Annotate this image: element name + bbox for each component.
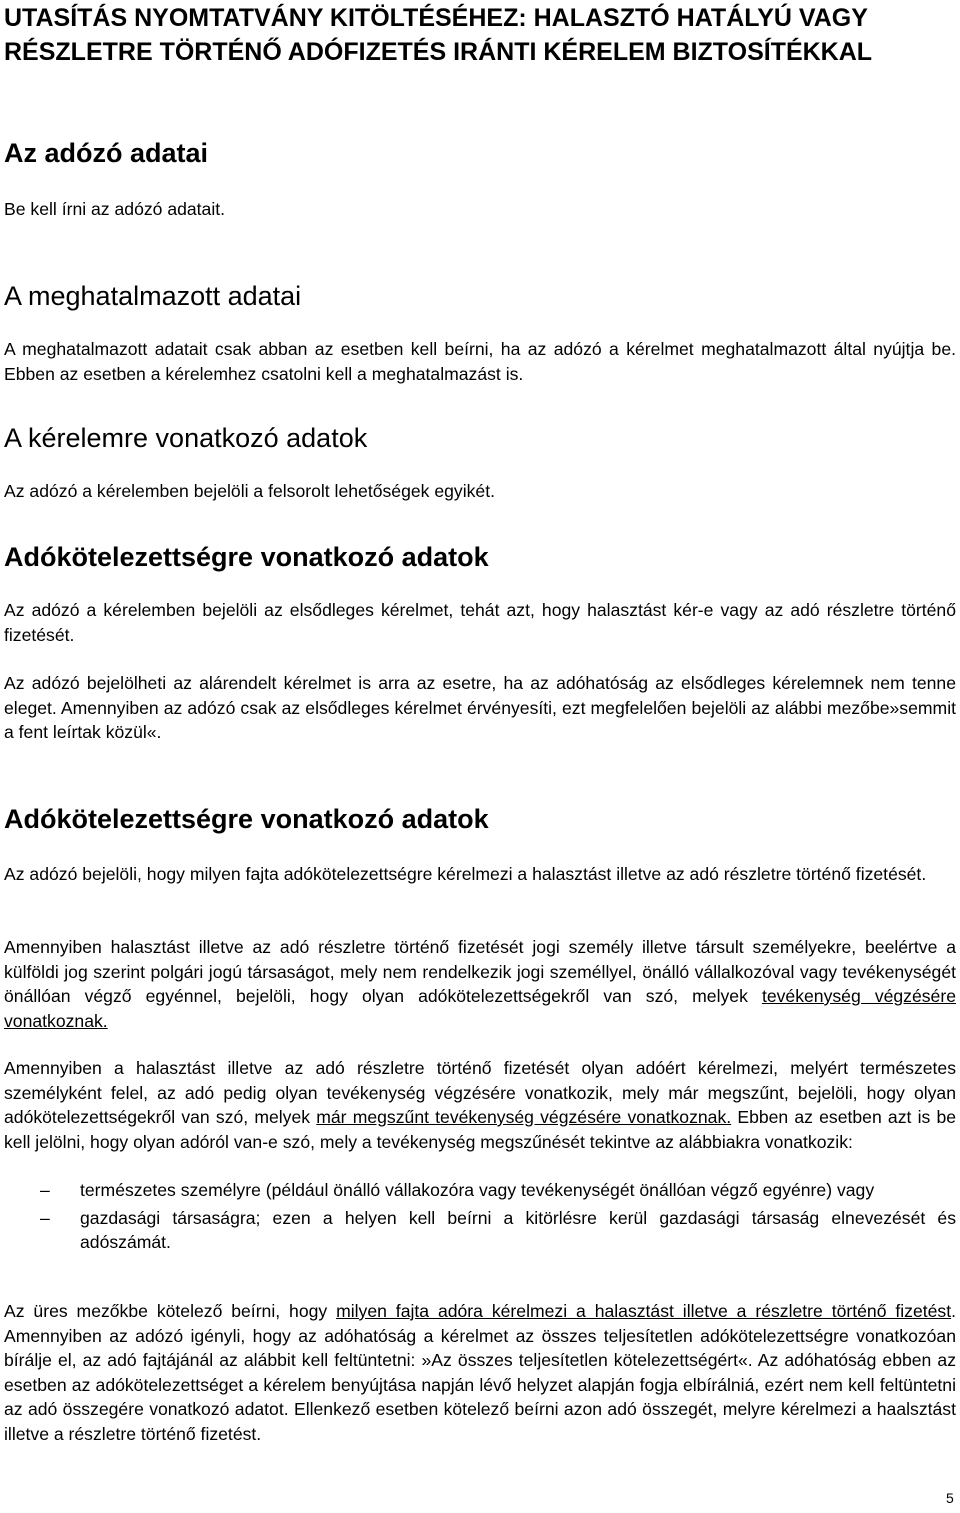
request-data-text: Az adózó a kérelemben bejelöli a felsorolt lehetőségek egyikét. [4, 481, 495, 501]
heading-tax-liability-2: Adókötelezettségre vonatkozó adatok [4, 804, 489, 834]
heading-taxpayer-data: Az adózó adatai [4, 138, 209, 168]
tax-liability-2-p3: Amennyiben a halasztást illetve az adó részletre történő fizetését olyan adóért kérelmezi, melyért természetes személyként felel, az adó pedig olyan tevékenység végzésére vonatkozik, mely már megszűnt, bejelöli, hogy olyan adókötelezettségekről van szó, melyek már megszűnt tevékenység végzésére vonatkoznak. Ebben az esetben azt is be kell jelölni, hogy olyan adóról van-e szó, mely a tevékenység megszűnését tekintve az alábbiakra vonatkozik: [4, 1058, 957, 1152]
underlined-phrase: milyen fajta adóra kérelmezi a halasztást illetve a részletre történő fizetést [336, 1301, 952, 1321]
document-title: UTASÍTÁS NYOMTATVÁNY KITÖLTÉSÉHEZ: HALASZTÓ HATÁLYÚ VAGY RÉSZLETRE TÖRTÉNŐ ADÓFIZETÉS IRÁNTI KÉRELEM BIZTOSÍTÉKKAL [4, 4, 873, 66]
list-item: – természetes személyre (például önálló vállakozóra vagy tevékenységét önállóan végző egyénre) vagy [4, 1178, 956, 1203]
authorized-data-text: A meghatalmazott adatait csak abban az esetben kell beírni, ha az adózó a kérelmet meghatalmazott által nyújtja be. Ebben az esetben a kérelemhez csatolni kell a meghatalmazást is. [4, 339, 956, 384]
underlined-phrase: már megszűnt tevékenység végzésére vonatkoznak. [316, 1107, 732, 1127]
dash-bullet: – [40, 1207, 50, 1228]
heading-tax-liability-1: Adókötelezettségre vonatkozó adatok [4, 542, 489, 572]
list-item: – gazdasági társaságra; ezen a helyen kell beírni a kitörlésre kerül gazdasági társaság elnevezését és adószámát. [40, 1207, 956, 1252]
taxpayer-data-text: Be kell írni az adózó adatait. [4, 199, 226, 219]
underlined-phrase: tevékenység végzésére vonatkoznak. [4, 986, 956, 1031]
tax-liability-1-p2: Az adózó bejelölheti az alárendelt kérelmet is arra az esetre, ha az adóhatóság az elsődleges kérelemnek nem tenne eleget. Amennyiben az adózó csak az elsődleges kérelmet érvényesíti, ezt megfelelően bejelöli az alábbi mezőbe»semmit a fent leírtak közül«. [4, 673, 956, 742]
heading-authorized-data: A meghatalmazott adatai [4, 281, 302, 311]
heading-request-data: A kérelemre vonatkozó adatok [4, 423, 368, 453]
tax-liability-2-p4: Az üres mezőkbe kötelező beírni, hogy milyen fajta adóra kérelmezi a halasztást illetve a részletre történő fizetést. Amennyiben az adózó igényli, hogy az adóhatóság a kérelmet az összes teljesítetlen adókötelezettségre vonatkozóan bírálje el, az adó fajtájánál az alábbit kell feltüntetni: »Az összes teljesítetlen kötelezettségért«. Az adóhatóság ebben az esetben az adókötelezettséget a kérelem benyújtása napján lévő helyzet alapján fogja elbírálniá, ezért nem kell feltüntetni az adó összegére vonatkozó adatot. Ellenkező esetben kötelező beírni azon adó összegét, melyre kérelmezi a haalsztást illetve a részletre történő fizetést. [4, 1301, 956, 1444]
tax-liability-2-p1: Az adózó bejelöli, hogy milyen fajta adókötelezettségre kérelmezi a halasztást illetve az adó részletre történő fizetését. [4, 864, 927, 884]
page-number: 5 [946, 1490, 954, 1506]
dash-bullet: – [40, 1180, 50, 1200]
tax-liability-2-p2: Amennyiben halasztást illetve az adó részletre történő fizetését jogi személy illetve társult személyekre, beelértve a külföldi jog szerint polgári jogú társaságot, mely nem rendelkezik jogi személlyel, önálló vállalkozóval vagy tevékenységét önállóan végző egyénnel, bejelöli, hogy olyan adókötelezettségekről van szó, melyek tevékenység végzésére vonatkoznak. [4, 937, 956, 1031]
dash-list [4, 1178, 956, 1255]
tax-liability-1-p1: Az adózó a kérelemben bejelöli az elsődleges kérelmet, tehát azt, hogy halasztást kér-e vagy az adó részletre történő fizetését. [4, 600, 956, 645]
